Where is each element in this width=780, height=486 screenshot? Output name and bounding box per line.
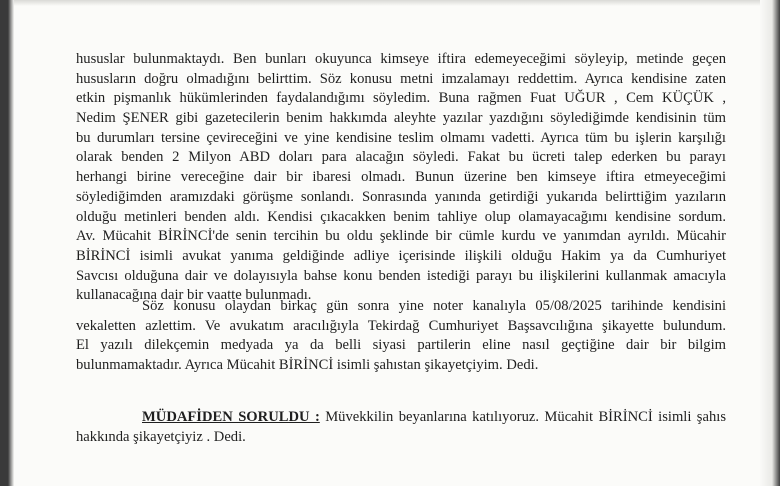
- page-top-shadow: [14, 0, 760, 6]
- text-line: kullanacağına dair bir vaatte bulunmadı.: [76, 287, 312, 304]
- text-line: hususların doğru olmadığını belirttim. Söz konusu metni imzalamayı reddettim. Ayrıca kendisine zaten: [76, 70, 726, 87]
- text-line: Av. Mücahit BİRİNCİ'de senin tercihin bu oldu şeklinde bir cümle kurdu ve yanımdan ayrıldı. Mücahir: [76, 228, 726, 245]
- text-line: olarak benden 2 Milyon ABD doları para alacağın söyledi. Fakat bu ücreti talep ederken bu parayı: [76, 149, 726, 166]
- text-line: [76, 408, 726, 428]
- paragraph-defense-counsel: [76, 408, 726, 447]
- text-line: hususlar bulunmaktaydı. Ben bunları okuyunca kimseye iftira edemeyeceğimi söyleyip, metinde geçen: [76, 51, 726, 67]
- text-line: bu durumları tersine çevireceğini ve yine kendisine teslim olmamı vadetti. Ayrıca tüm bu işlerin karşılığı: [76, 129, 726, 146]
- text-line: Savcısı olduğuna dair ve dolayısıyla bahse konu benden istediği parayı bu ilişkilerini kullanmak amacıyla: [76, 267, 726, 284]
- defense-counsel-label: MÜDAFİDEN SORULDU :: [142, 409, 320, 425]
- text-line: söylediğimden aramızdaki görüşme sonlandı. Sonrasında yanında getirdiği yukarıda belirttiğim yazıların: [76, 188, 726, 205]
- defense-counsel-text: Müvekkilin beyanlarına katılıyoruz. Mücahit BİRİNCİ isimli şahıs: [319, 409, 726, 425]
- text-line: BİRİNCİ isimli avukat yanıma geldiğinde adliye içerisinde ilişkili olduğu Hakim ya da Cumhuriyet: [76, 247, 726, 264]
- text-line: Nedim ŞENER gibi gazetecilerin benim hakkımda aleyhte yazılar yazdığını söylediğimde kendisinin tüm: [76, 110, 726, 127]
- text-line: Söz konusu olaydan birkaç gün sonra yine noter kanalıyla 05/08/2025 tarihinde kendisini: [142, 298, 726, 314]
- paragraph-followup: [76, 297, 726, 376]
- text-line: herhangi birine vereceğine dair bir ibaresi olmadı. Bunun üzerine ben kimseye iftira etmeyeceğimi: [76, 169, 726, 186]
- document-page: [14, 0, 760, 486]
- text-line: bulunmamaktadır. Ayrıca Mücahit BİRİNCİ isimli şahıstan şikayetçiyim. Dedi.: [76, 357, 539, 374]
- text-line: etkin pişmanlık hükümlerinden faydalandığımı söyledim. Buna rağmen Fuat UĞUR , Cem KÜÇÜK ,: [76, 90, 726, 107]
- paragraph-statement: [76, 50, 726, 306]
- text-line: olduğu metinleri benden aldı. Kendisi çıkacakken benim tahliye olup olamayacağımı kendisine sordum.: [76, 208, 726, 225]
- text-line: hakkında şikayetçiyiz . Dedi.: [76, 428, 246, 445]
- text-line: El yazılı dilekçemin medyada ya da belli siyasi partilerin eline nasıl geçtiğine dair bir bilgim: [76, 337, 726, 354]
- text-line: vekaletten azlettim. Ve avukatım aracılığıyla Tekirdağ Cumhuriyet Başsavcılığına şikayette bulundum.: [76, 317, 726, 334]
